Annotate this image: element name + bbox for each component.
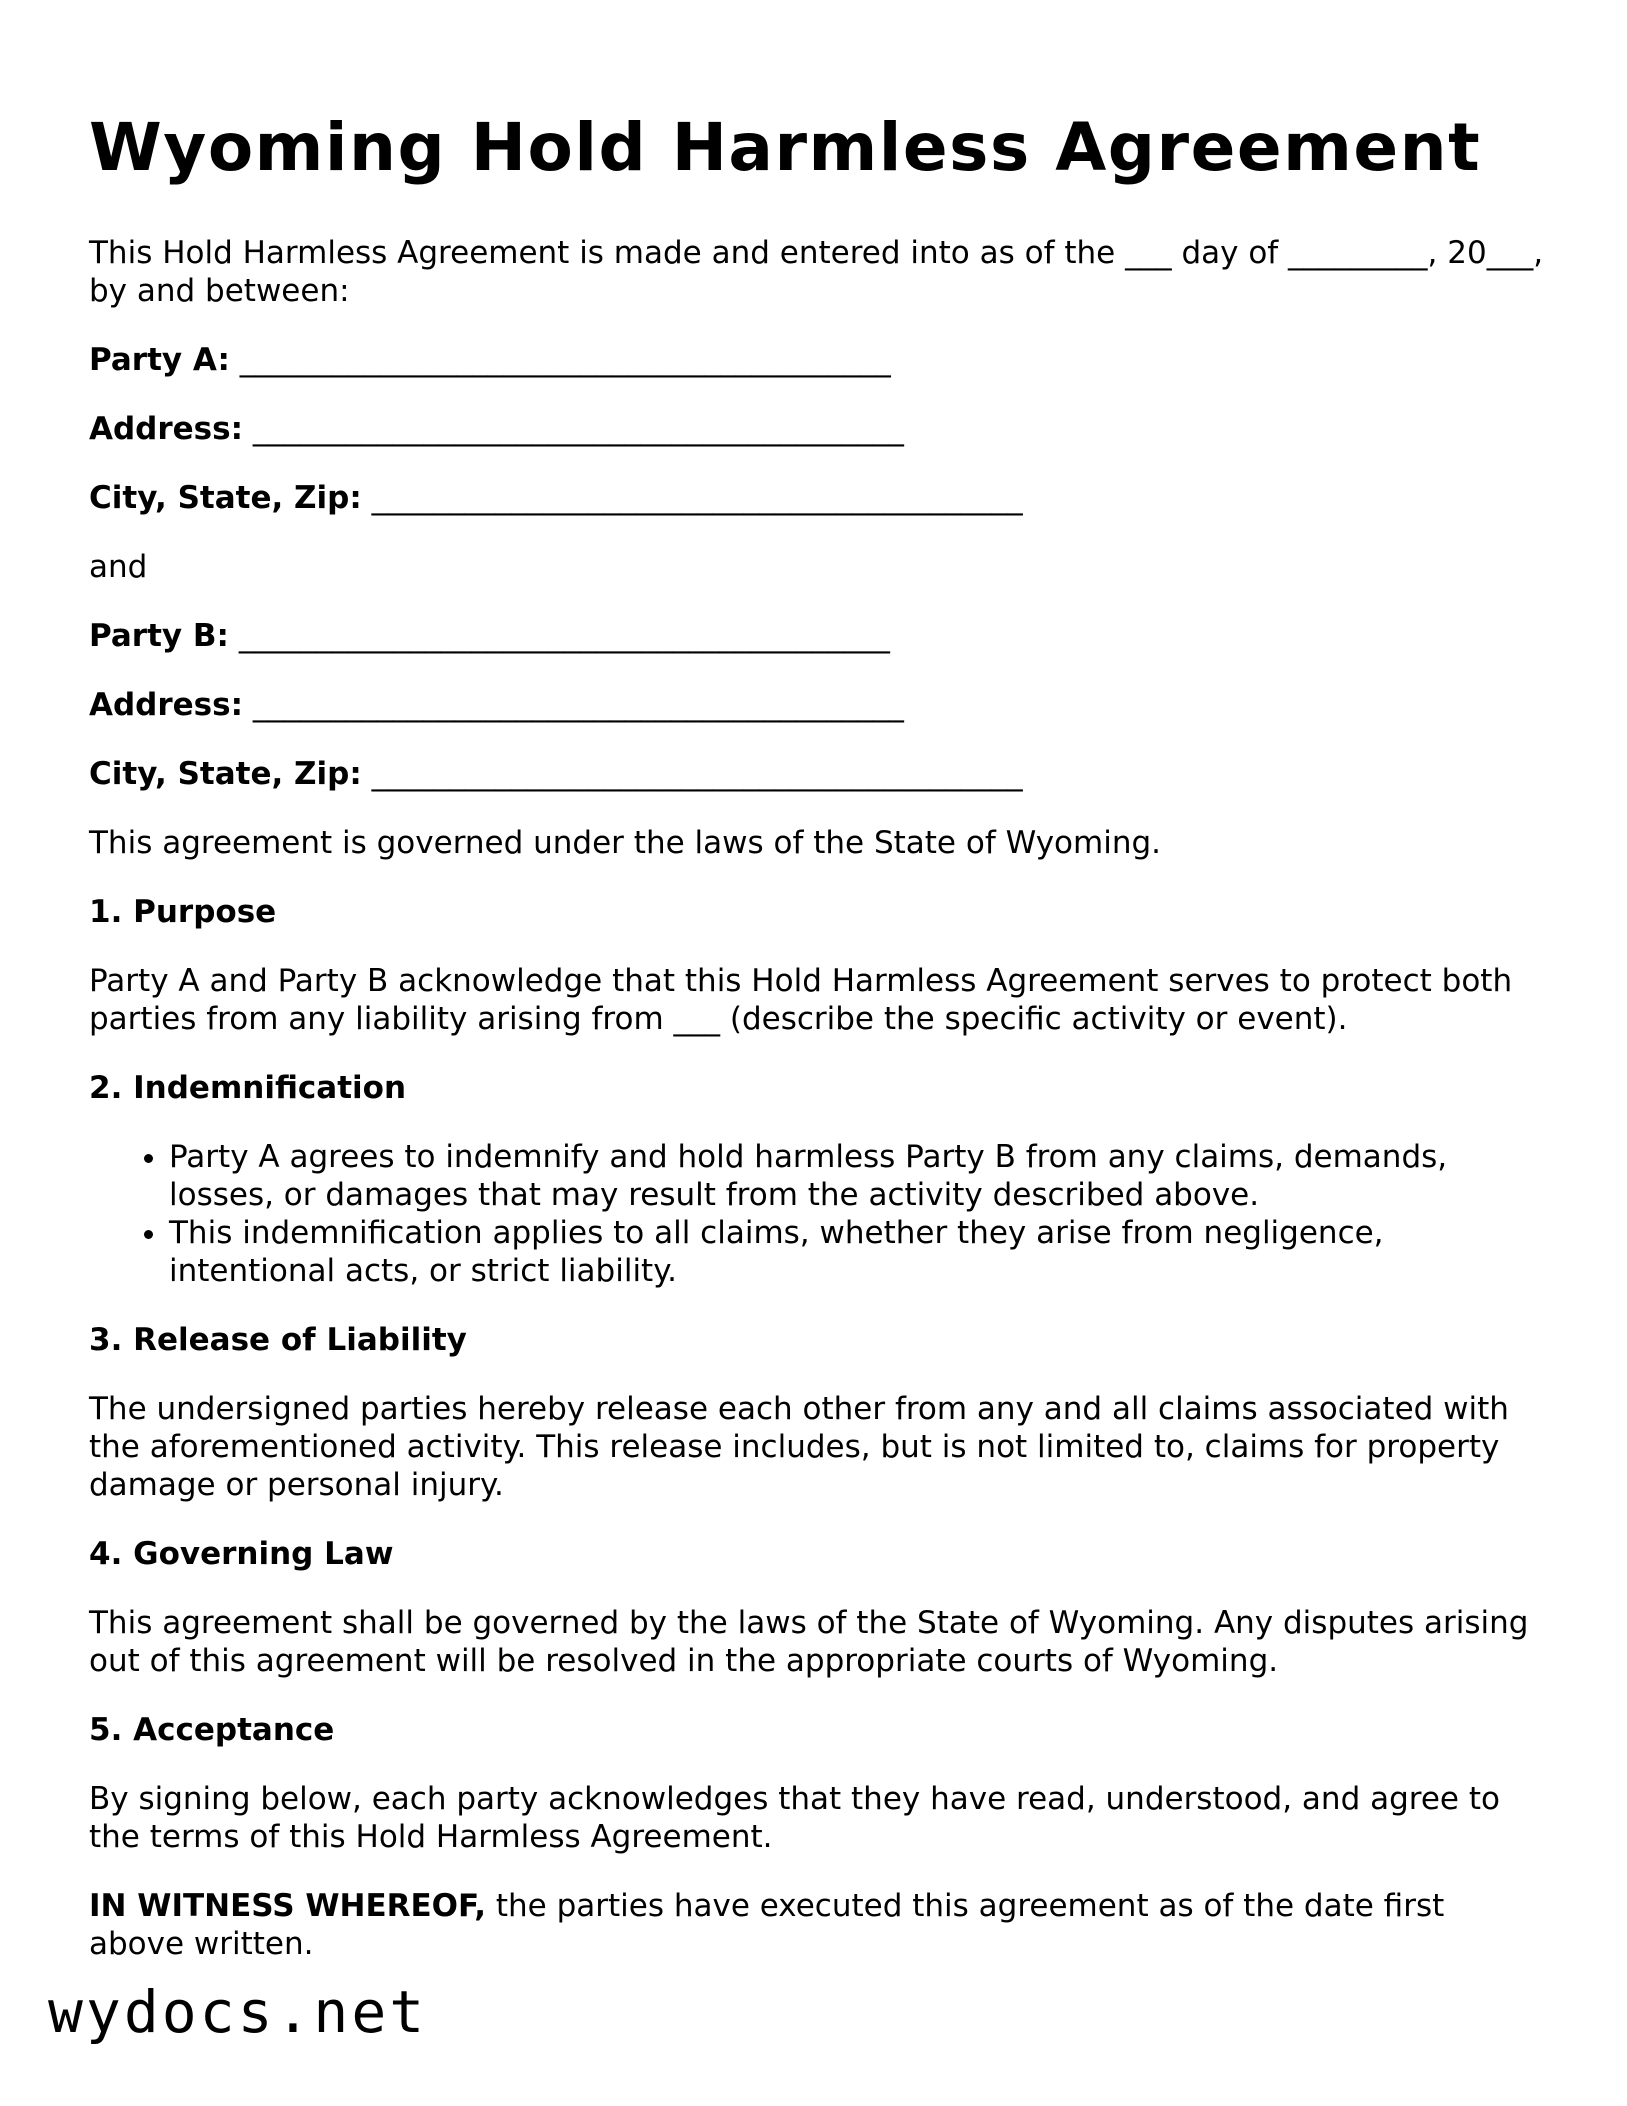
party-a-name-field bbox=[89, 341, 1549, 379]
section-governing-law-heading: 4. Governing Law bbox=[89, 1535, 394, 1572]
party-a-name-blank: __________________________________________ bbox=[239, 341, 891, 378]
party-b-address-blank: __________________________________________ bbox=[252, 686, 904, 723]
party-a-city-label: City, State, Zip: bbox=[89, 479, 362, 516]
witness-paragraph bbox=[89, 1887, 1549, 1963]
list-item: • Party A agrees to indemnify and hold harmless Party B from any claims, demands, losses, or damages that may result from the activity described above. bbox=[169, 1138, 1549, 1214]
section-governing-law-body: This agreement shall be governed by the laws of the State of Wyoming. Any disputes arising out of this agreement will be resolved in the appropriate courts of Wyoming. bbox=[89, 1604, 1529, 1679]
watermark: wydocs.net bbox=[48, 1978, 428, 2046]
section-purpose-heading: 1. Purpose bbox=[89, 893, 277, 930]
party-a-address-field bbox=[89, 410, 1549, 448]
party-a-city-blank: __________________________________________ bbox=[371, 479, 1023, 516]
party-b-address-field bbox=[89, 686, 1549, 724]
party-b-address-label: Address: bbox=[89, 686, 243, 723]
indemnification-list bbox=[89, 1138, 1549, 1290]
witness-rest: the parties have executed this agreement as of the date first above written. bbox=[89, 1887, 1445, 1962]
party-b-city-label: City, State, Zip: bbox=[89, 755, 362, 792]
governing-statement: This agreement is governed under the laws of the State of Wyoming. bbox=[89, 824, 1161, 861]
party-b-city-blank: __________________________________________ bbox=[371, 755, 1023, 792]
party-b-name-field bbox=[89, 617, 1549, 655]
section-acceptance-heading: 5. Acceptance bbox=[89, 1711, 335, 1748]
section-release-body: The undersigned parties hereby release each other from any and all claims associated with the aforementioned activity. This release includes, but is not limited to, claims for property damage or personal injury. bbox=[89, 1390, 1509, 1503]
intro-paragraph: This Hold Harmless Agreement is made and entered into as of the ___ day of _________, 20___, by and between: bbox=[89, 234, 1544, 309]
party-b-name-blank: __________________________________________ bbox=[238, 617, 890, 654]
document-page bbox=[89, 110, 1549, 1994]
party-b-name-label: Party B: bbox=[89, 617, 229, 654]
party-a-address-blank: __________________________________________ bbox=[252, 410, 904, 447]
and-text: and bbox=[89, 548, 148, 585]
section-release-heading: 3. Release of Liability bbox=[89, 1321, 467, 1358]
section-purpose-body: Party A and Party B acknowledge that this Hold Harmless Agreement serves to protect both parties from any liability arising from ___ (describe the specific activity or event). bbox=[89, 962, 1513, 1037]
party-b-city-field bbox=[89, 755, 1549, 793]
section-indemnification-heading: 2. Indemnification bbox=[89, 1069, 407, 1106]
section-acceptance-body: By signing below, each party acknowledges that they have read, understood, and agree to the terms of this Hold Harmless Agreement. bbox=[89, 1780, 1500, 1855]
list-item: • This indemnification applies to all claims, whether they arise from negligence, intentional acts, or strict liability. bbox=[169, 1214, 1549, 1290]
document-title: Wyoming Hold Harmless Agreement bbox=[89, 109, 1482, 186]
party-a-name-label: Party A: bbox=[89, 341, 230, 378]
party-a-address-label: Address: bbox=[89, 410, 243, 447]
party-a-city-field bbox=[89, 479, 1549, 517]
witness-bold: IN WITNESS WHEREOF, bbox=[89, 1887, 487, 1924]
